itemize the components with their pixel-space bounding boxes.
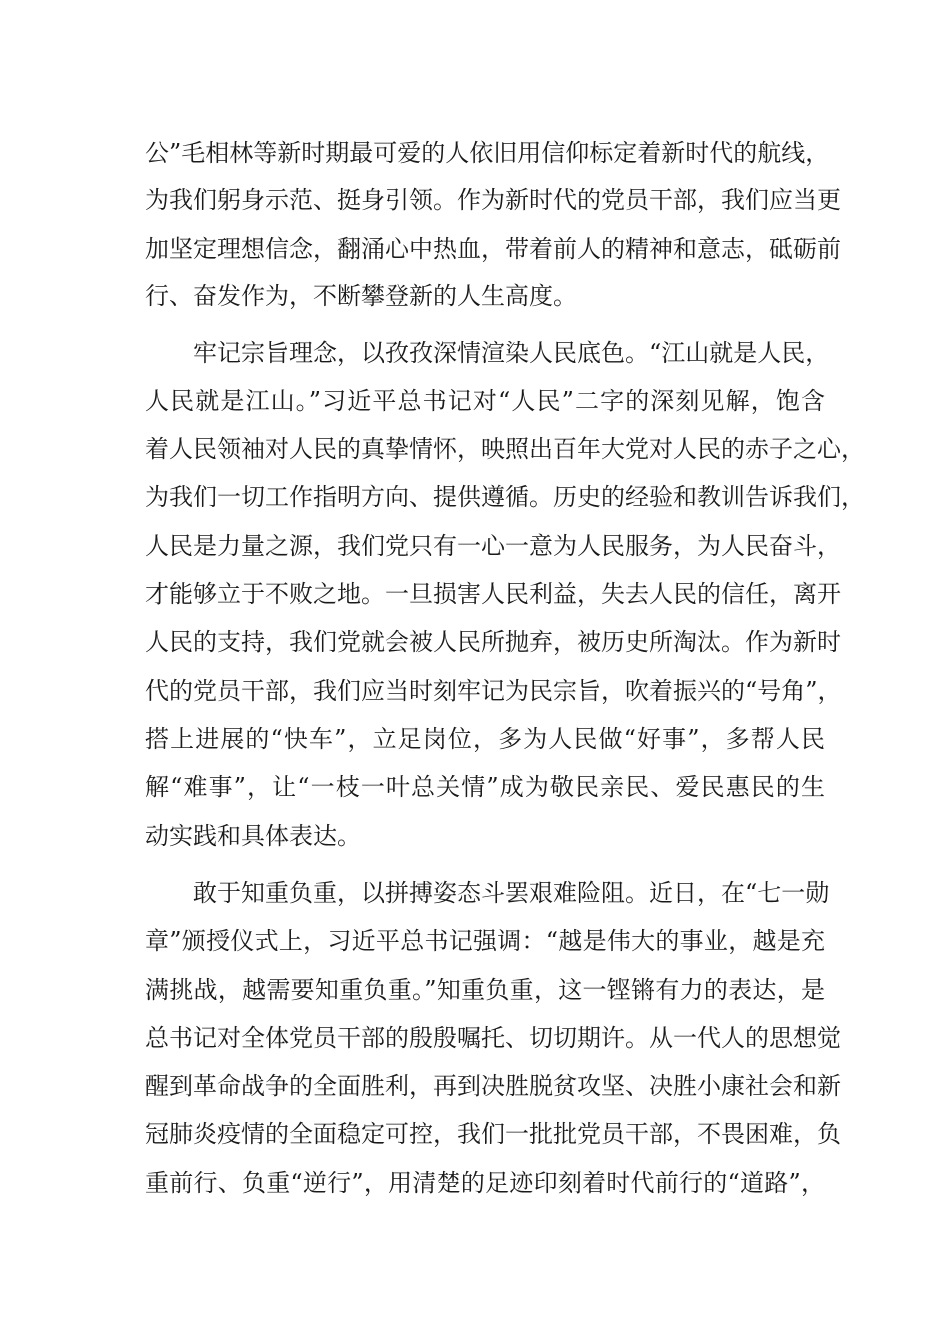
text-line: 为我们躬身示范、挺身引领。作为新时代的党员干部，我们应当更 — [145, 186, 841, 214]
text-line: 醒到革命战争的全面胜利，再到决胜脱贫攻坚、决胜小康社会和新 — [145, 1072, 841, 1100]
text-line: 动实践和具体表达。 — [145, 822, 361, 850]
text-line: 行、奋发作为，不断攀登新的人生高度。 — [145, 282, 577, 310]
text-line: 满挑战，越需要知重负重。”知重负重，这一铿锵有力的表达，是 — [145, 976, 825, 1004]
text-line: 为我们一切工作指明方向、提供遵循。历史的经验和教训告诉我们， — [145, 483, 865, 511]
text-line: 重前行、负重“逆行”，用清楚的足迹印刻着时代前行的“道路”， — [145, 1169, 825, 1197]
text-line: 总书记对全体党员干部的殷殷嘱托、切切期许。从一代人的思想觉 — [145, 1024, 841, 1052]
text-line: 着人民领袖对人民的真挚情怀，映照出百年大党对人民的赤子之心， — [145, 435, 865, 463]
text-line: 公”毛相林等新时期最可爱的人依旧用信仰标定着新时代的航线， — [145, 139, 830, 167]
text-line: 人民就是江山。”习近平总书记对“人民”二字的深刻见解，饱含 — [145, 387, 825, 415]
text-line: 章”颁授仪式上，习近平总书记强调：“越是伟大的事业，越是充 — [145, 927, 825, 955]
text-line: 才能够立于不败之地。一旦损害人民利益，失去人民的信任，离开 — [145, 580, 841, 608]
text-line: 冠肺炎疫情的全面稳定可控，我们一批批党员干部，不畏困难，负 — [145, 1120, 841, 1148]
paragraph-first-line: 敢于知重负重，以拼搏姿态斗罢艰难险阻。近日，在“七一勋 — [193, 879, 830, 907]
text-line: 解“难事”，让“一枝一叶总关情”成为敬民亲民、爱民惠民的生 — [145, 773, 825, 801]
paragraph-first-line: 牢记宗旨理念，以孜孜深情渲染人民底色。“江山就是人民， — [193, 339, 830, 367]
text-line: 代的党员干部，我们应当时刻牢记为民宗旨，吹着振兴的“号角”， — [145, 677, 842, 705]
text-line: 加坚定理想信念，翻涌心中热血，带着前人的精神和意志，砥砺前 — [145, 235, 841, 263]
text-line: 搭上进展的“快车”，立足岗位，多为人民做“好事”，多帮人民 — [145, 725, 825, 753]
text-line: 人民是力量之源，我们党只有一心一意为人民服务，为人民奋斗， — [145, 532, 841, 560]
text-line: 人民的支持，我们党就会被人民所抛弃，被历史所淘汰。作为新时 — [145, 628, 841, 656]
